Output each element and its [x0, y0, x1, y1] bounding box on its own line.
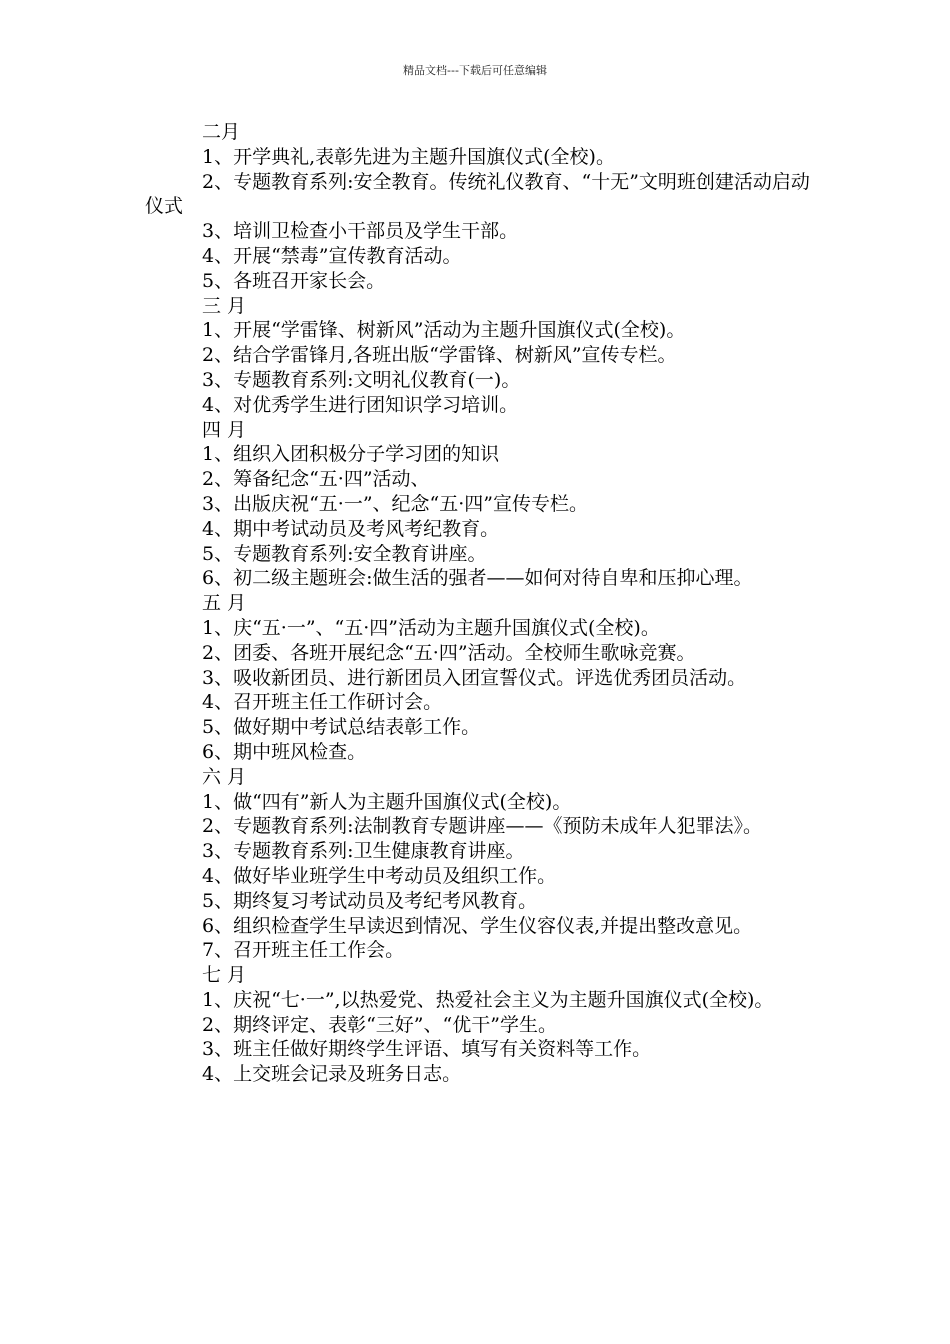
list-item: 7、召开班主任工作会。 [202, 939, 405, 962]
list-item: 2、筹备纪念“五·四”活动、 [202, 468, 430, 491]
list-item: 3、吸收新团员、进行新团员入团宣誓仪式。评选优秀团员活动。 [202, 666, 747, 689]
list-item: 6、期中班风检查。 [202, 740, 367, 763]
list-item: 1、庆祝“七·一”,以热爱党、热爱社会主义为主题升国旗仪式(全校)。 [202, 988, 774, 1011]
list-item: 1、庆“五·一”、“五·四”活动为主题升国旗仪式(全校)。 [202, 616, 660, 639]
list-item: 5、做好期中考试总结表彰工作。 [202, 716, 481, 739]
list-item: 4、上交班会记录及班务日志。 [202, 1063, 462, 1086]
list-item: 2、结合学雷锋月,各班出版“学雷锋、树新风”宣传专栏。 [202, 344, 677, 367]
month-heading: 二月 [202, 121, 241, 143]
list-item: 6、初二级主题班会:做生活的强者——如何对待自卑和压抑心理。 [202, 567, 753, 590]
list-item: 2、专题教育系列:安全教育。传统礼仪教育、“十无”文明班创建活动启动仪式 [145, 170, 810, 218]
list-item: 4、做好毕业班学生中考动员及组织工作。 [202, 864, 557, 887]
list-item: 4、开展“禁毒”宣传教育活动。 [202, 244, 462, 267]
list-item: 3、专题教育系列:文明礼仪教育(一)。 [202, 368, 521, 391]
list-item: 3、出版庆祝“五·一”、纪念“五·四”宣传专栏。 [202, 492, 589, 515]
list-item: 4、对优秀学生进行团知识学习培训。 [202, 393, 519, 416]
list-item: 2、期终评定、表彰“三好”、“优干”学生。 [202, 1013, 557, 1036]
list-item: 5、专题教育系列:安全教育讲座。 [202, 542, 487, 565]
list-item: 3、专题教育系列:卫生健康教育讲座。 [202, 840, 525, 863]
month-heading: 七 月 [202, 964, 247, 987]
list-item: 1、组织入团积极分子学习团的知识 [202, 443, 500, 466]
list-item: 6、组织检查学生早读迟到情况、学生仪容仪表,并提出整改意见。 [202, 914, 753, 937]
month-heading: 三 月 [202, 294, 247, 317]
list-item: 5、期终复习考试动员及考纪考风教育。 [202, 889, 538, 912]
list-item: 1、做“四有”新人为主题升国旗仪式(全校)。 [202, 790, 572, 813]
month-heading: 四 月 [202, 418, 247, 441]
list-item: 3、培训卫检查小干部员及学生干部。 [202, 220, 519, 243]
list-item: 2、专题教育系列:法制教育专题讲座——《预防未成年人犯罪法》。 [202, 815, 762, 838]
month-heading: 六 月 [202, 765, 247, 788]
month-heading: 五 月 [202, 592, 247, 615]
list-item: 3、班主任做好期终学生评语、填写有关资料等工作。 [202, 1038, 652, 1061]
page-header: 精品文档---下载后可任意编辑 [403, 64, 547, 77]
list-item: 1、开学典礼,表彰先进为主题升国旗仪式(全校)。 [202, 145, 615, 168]
list-item: 2、团委、各班开展纪念“五·四”活动。全校师生歌咏竞赛。 [202, 641, 696, 664]
list-item: 5、各班召开家长会。 [202, 269, 386, 292]
document-body [145, 120, 810, 1087]
list-item: 1、开展“学雷锋、树新风”活动为主题升国旗仪式(全校)。 [202, 319, 686, 342]
list-item: 4、召开班主任工作研讨会。 [202, 691, 443, 714]
list-item: 4、期中考试动员及考风考纪教育。 [202, 517, 500, 540]
